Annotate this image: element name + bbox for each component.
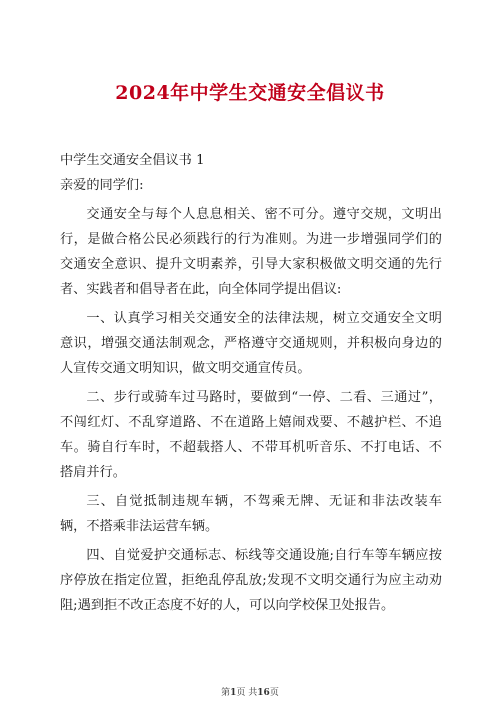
page-mid: 页 共 xyxy=(236,688,258,698)
paragraph-2: 二、步行或骑车过马路时，要做到“一停、二看、三通过”，不闯红灯、不乱穿道路、不在道路上嬉闹戏要、不越护栏、不追车。骑自行车时，不超载搭人、不带耳机听音乐、不打电话、不搭肩并行。 xyxy=(60,390,442,480)
page-prefix: 第 xyxy=(221,688,231,698)
greeting: 亲爱的同学们: xyxy=(60,178,144,193)
page-total: 16 xyxy=(257,688,270,698)
page-footer xyxy=(0,685,500,698)
page-suffix: 页 xyxy=(269,688,279,698)
paragraph-4: 四、自觉爱护交通标志、标线等交通设施;自行车等车辆应按序停放在指定位置，拒绝乱停乱放;发现不文明交通行为应主动劝阻;遇到拒不改正态度不好的人，可以向学校保卫处报告。 xyxy=(60,548,442,613)
paragraph-1: 一、认真学习相关交通安全的法律法规，树立交通安全文明意识，增强交通法制观念，严格遵守交通规则，并积极向身边的人宣传交通文明知识，做文明交通宣传员。 xyxy=(60,311,442,376)
document-body xyxy=(60,148,442,618)
document-subtitle: 中学生交通安全倡议书 1 xyxy=(60,153,205,168)
document-title: 2024年中学生交通安全倡议书 xyxy=(115,82,385,104)
page-current: 1 xyxy=(230,688,237,698)
paragraph-3: 三、自觉抵制违规车辆，不驾乘无牌、无证和非法改装车辆，不搭乘非法运营车辆。 xyxy=(60,494,442,534)
paragraph-intro: 交通安全与每个人息息相关、密不可分。遵守交规，文明出行，是做合格公民必须践行的行为准则。为进一步增强同学们的交通安全意识、提升文明素养，引导大家积极做文明交通的先行者、实践者和倡导者在此，向全体同学提出倡议: xyxy=(60,207,442,297)
